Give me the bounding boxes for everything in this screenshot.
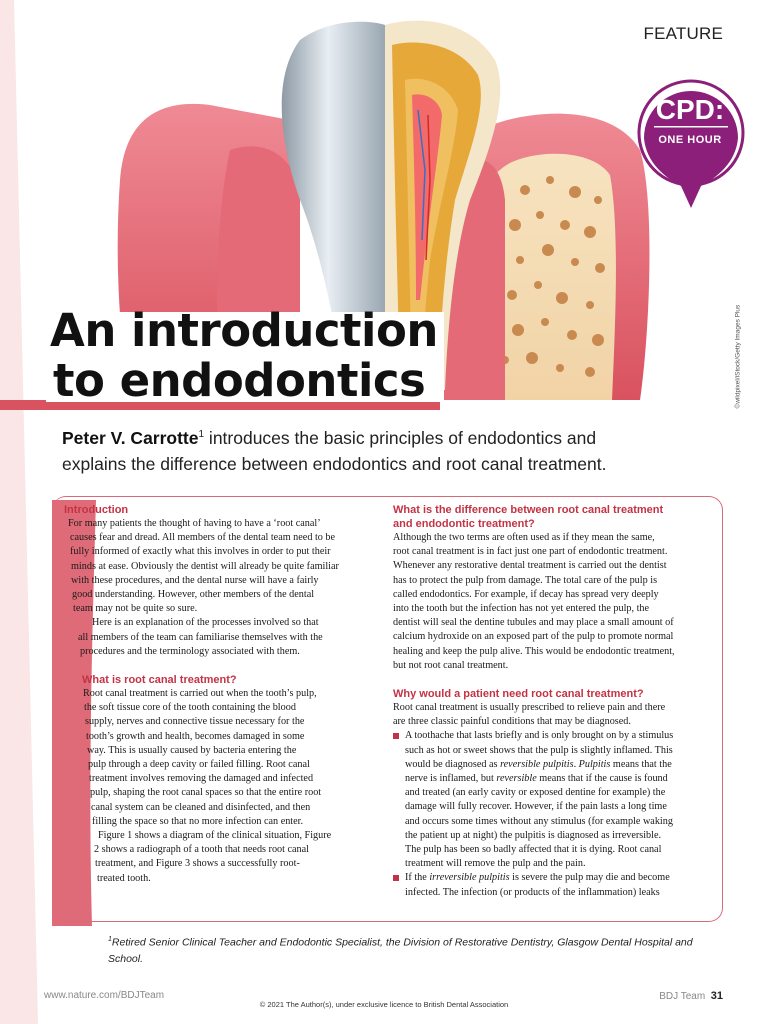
rct-line: supply, nerves and connective tissue necessary for the [85,716,305,728]
bullet1-line: The pulp has been so badly affected that it is dying. Root canal [405,844,662,856]
bullet2-line: If the irreversible pulpitis is severe the pulp may die and become [405,872,670,884]
rct2-line: Figure 1 shows a diagram of the clinical situation, Figure [98,830,332,842]
diff-line: Whenever any restorative dental treatment is carried out the dentist [393,560,667,572]
intro-line: For many patients the thought of having to have a ‘root canal’ [68,518,321,529]
right-column [393,503,718,900]
left-column [64,503,384,886]
intro-line: with these procedures, and the dental nurse will have a fairly [71,574,319,586]
rct2-line: 2 shows a radiograph of a tooth that needs root canal [94,844,310,856]
heading-why-rct: Why would a patient need root canal treatment? [393,688,644,701]
page-title-line2: to endodontics [53,354,426,407]
bullet1-line: nerve is inflamed, but reversible means that if the cause is found [405,773,668,785]
section-label: FEATURE [643,24,723,43]
intro-line: causes fear and dread. All members of the dental team need to be [70,532,336,544]
diff-line: into the tooth but the infection has not yet entered the pulp, the [393,603,650,615]
bullet-reversible-pulpitis [393,729,718,871]
bullet1-line: A toothache that lasts briefly and is only brought on by a stimulus [405,730,674,742]
diff-line: healing and keep the pulp alive. This would be endodontic treatment, [393,645,675,657]
rct-line: pulp through a deep cavity or failed filling. Root canal [88,759,310,771]
rct-line: treatment involves removing the damaged and infected [89,773,314,785]
intro-line: minds at ease. Obviously the dentist will already be quite familiar [71,560,339,572]
author-sup: 1 [198,429,205,441]
diff-line: dentist will seal the dentine tubules and may place a small amount of [393,617,674,629]
rct-line: way. This is usually caused by bacteria entering the [87,744,297,756]
bullet1-line: treatment will remove the pulp and the pain. [405,858,586,870]
rct-line: pulp, shaping the root canal spaces so that the entire root [90,787,322,799]
bullet1-line: would be diagnosed as reversible pulpitis. Pulpitis means that the [405,758,672,770]
standfirst-text1: introduces the basic principles of endodontics and [204,428,597,448]
bullet-irreversible-pulpitis [393,871,718,899]
diff-line: called endodontics. For example, if decay has spread very deeply [393,588,659,600]
intro2-line: procedures and the terminology associated with them. [80,645,300,657]
diff-line: calcium hydroxide on an exposed part of the pulp to promote normal [393,631,674,643]
rct-line: the soft tissue core of the tooth containing the blood [84,702,296,714]
why-line: are three classic painful conditions that may be diagnosed. [393,716,631,728]
why-line: Root canal treatment is usually prescribed to relieve pain and there [393,702,666,714]
bullet1-line: such as hot or sweet shows that the pulp is slightly inflamed. This [405,744,673,756]
standfirst-line1 [62,428,596,449]
rct-line: tooth’s growth and health, becomes damaged in some [86,730,305,742]
image-credit: ©wildpixel/iStock/Getty Images Plus [734,304,742,409]
bullet1-line: damage will fully recover. However, if the pain lasts a long time [405,801,667,813]
diff-line: root canal treatment is in fact just one part of endodontic treatment. [393,546,668,558]
author-affiliation-footnote: $^1$Retired Senior Clinical Teacher and Endodontic Specialist, the Division of Restorative Dentistry, Glasgow Dental Hospital and School. [108,936,693,965]
intro-line: fully informed of exactly what this involves in order to put their [70,546,331,558]
standfirst-line2: explains the difference between endodontics and root canal treatment. [62,454,607,474]
bullet1-line: the patient up at night) the pulpitis is diagnosed as irreversible. [405,829,662,841]
diff-line: Although the two terms are often used as if they mean the same, [393,532,655,543]
rct-line: canal system can be cleaned and disinfected, and then [91,801,311,813]
intro-line: team may not be quite so sure. [73,603,198,615]
heading-difference-line2: and endodontic treatment? [393,518,535,530]
intro-line: good understanding. However, other members of the dental [72,589,315,601]
copyright-notice: © 2021 The Author(s), under exclusive licence to British Dental Association [259,1000,509,1009]
bullet1-line: and occurs some times without any stimulus (for example waking [405,815,673,827]
author-name: Peter V. Carrotte [62,428,199,448]
diff-line: but not root canal treatment. [393,659,509,671]
intro2-line: Here is an explanation of the processes involved so that [92,617,319,629]
page-title-line1: An introduction [50,304,438,357]
bullet2-line: infected. The infection (or products of the inflammation) leaks [405,886,660,898]
rct2-line: treated tooth. [97,872,151,884]
heading-what-is-rct: What is root canal treatment? [82,674,237,687]
heading-introduction: Introduction [64,504,129,516]
diff-line: has to protect the pulp from damage. The total care of the pulp is [393,574,658,586]
rct-line: Root canal treatment is carried out when the tooth’s pulp, [83,688,317,700]
cpd-subtitle: ONE HOUR [658,134,722,146]
intro2-line: all members of the team can familiarise themselves with the [78,631,323,643]
page-footer [659,990,723,1002]
journal-name: BDJ Team [659,991,706,1002]
cpd-title: CPD: [655,94,725,125]
page-number: 31 [710,990,723,1002]
heading-difference-line1: What is the difference between root canal treatment [393,504,664,516]
rct2-line: treatment, and Figure 3 shows a successfully root- [95,858,300,870]
rct-line: filling the space so that no more infection can enter. [92,815,304,827]
bullet1-line: and treated (an early cavity or exposed dentine for example) the [405,787,666,799]
journal-url-link[interactable]: www.nature.com/BDJTeam [44,990,165,1001]
